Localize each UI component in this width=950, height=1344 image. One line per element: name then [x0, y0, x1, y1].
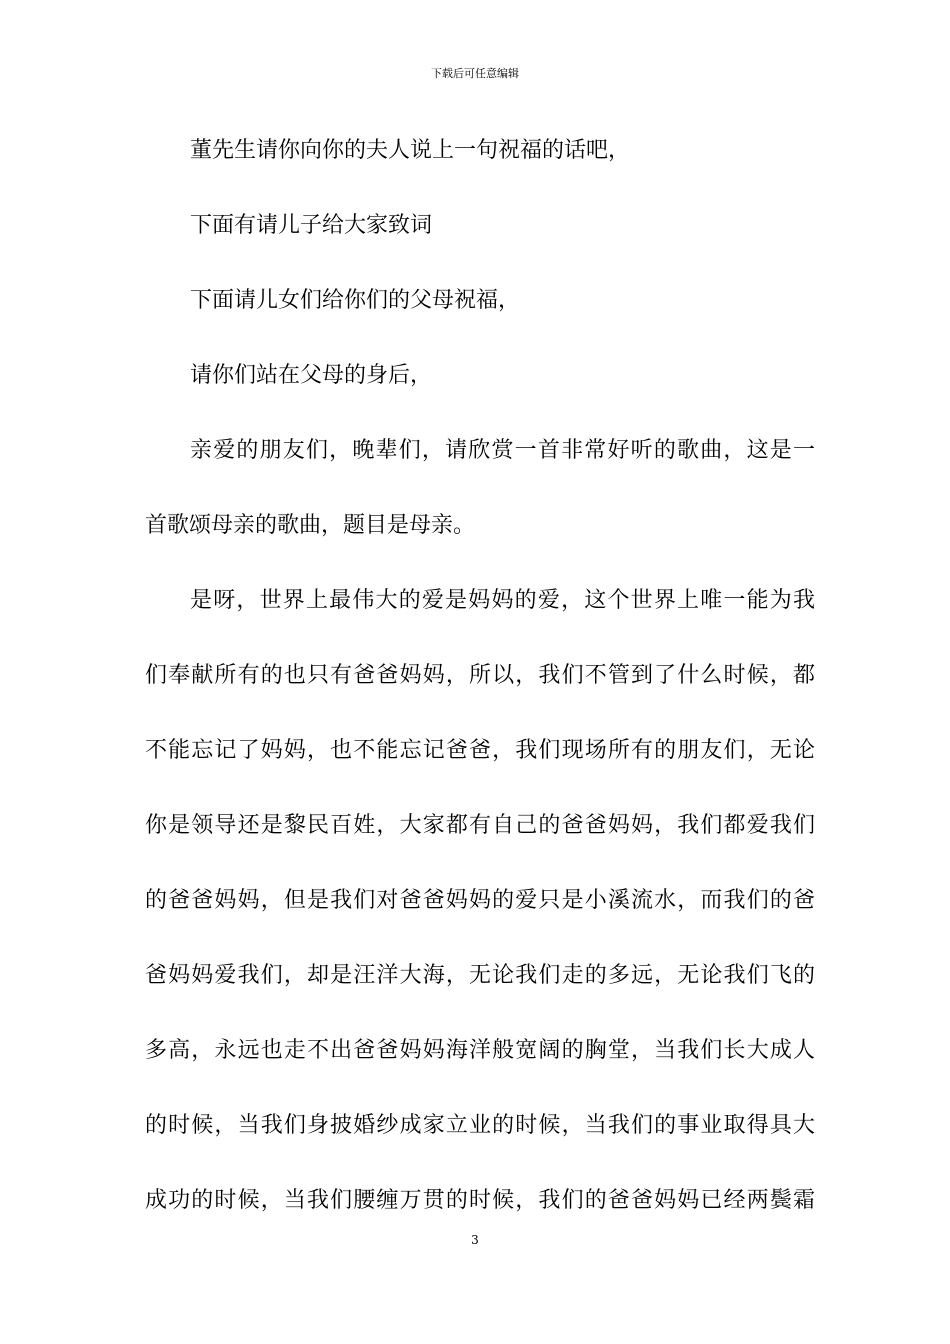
body-line: 亲爱的朋友们，晚辈们，请欣赏一首非常好听的歌曲，这是一	[190, 438, 815, 463]
body-line: 们奉献所有的也只有爸爸妈妈，所以，我们不管到了什么时候，都	[145, 663, 815, 688]
body-line: 的爸爸妈妈，但是我们对爸爸妈妈的爱只是小溪流水，而我们的爸	[145, 888, 815, 913]
page-header: 下载后可任意编辑	[431, 67, 519, 80]
body-line: 首歌颂母亲的歌曲，题目是母亲。	[145, 513, 476, 538]
body-line: 爸妈妈爱我们，却是汪洋大海，无论我们走的多远，无论我们飞的	[145, 963, 815, 988]
body-line: 请你们站在父母的身后，	[190, 363, 433, 388]
body-line: 不能忘记了妈妈，也不能忘记爸爸，我们现场所有的朋友们，无论	[145, 738, 815, 763]
body-line: 下面有请儿子给大家致词	[190, 213, 433, 238]
body-line: 多高，永远也走不出爸爸妈妈海洋般宽阔的胸堂，当我们长大成人	[145, 1038, 815, 1063]
body-line: 你是领导还是黎民百姓，大家都有自己的爸爸妈妈，我们都爱我们	[145, 813, 815, 838]
page-number: 3	[471, 1233, 479, 1247]
body-line: 成功的时候，当我们腰缠万贯的时候，我们的爸爸妈妈已经两鬓霜	[145, 1188, 815, 1213]
body-line: 董先生请你向你的夫人说上一句祝福的话吧，	[190, 138, 631, 163]
body-line: 下面请儿女们给你们的父母祝福，	[190, 288, 521, 313]
body-line: 是呀，世界上最伟大的爱是妈妈的爱，这个世界上唯一能为我	[190, 588, 815, 613]
body-line: 的时候，当我们身披婚纱成家立业的时候，当我们的事业取得具大	[145, 1113, 815, 1138]
